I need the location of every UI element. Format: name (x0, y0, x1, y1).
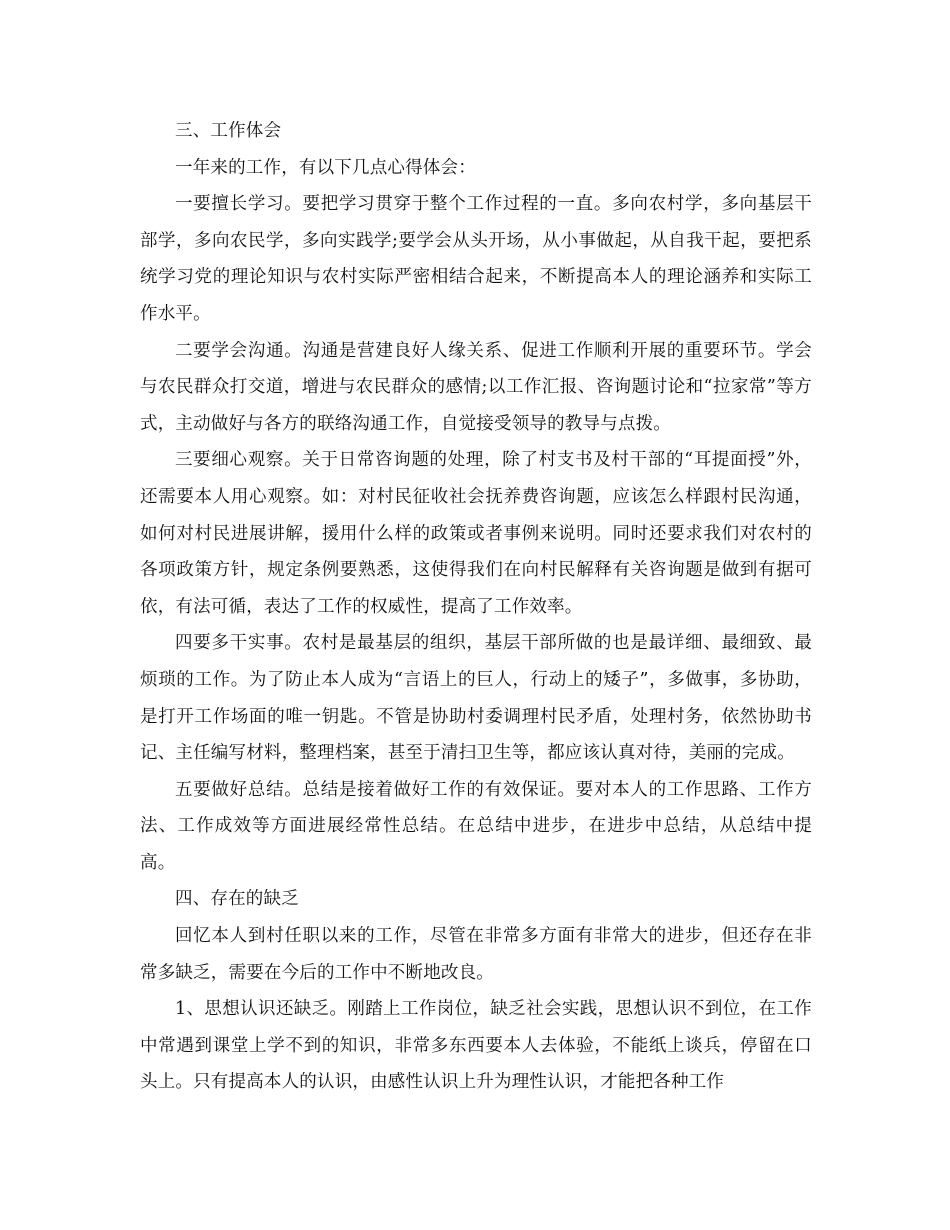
point-3-paragraph: 三要细心观察。关于日常咨询题的处理，除了村支书及村干部的“耳提面授”外，还需要本人用心观察。如：对村民征收社会抚养费咨询题，应该怎么样跟村民沟通，如何对村民进展讲解，援用什么样的政策或者事例来说明。同时还要求我们对农村的各项政策方针，规定条例要熟悉，这使得我们在向村民解释有关咨询题是做到有据可依，有法可循，表达了工作的权威性，提高了工作效率。 (140, 450, 812, 617)
point-1-paragraph: 一要擅长学习。要把学习贯穿于整个工作过程的一直。多向农村学，多向基层干部学，多向农民学，多向实践学;要学会从头开场，从小事做起，从自我干起，要把系统学习党的理论知识与农村实际严密相结合起来，不断提高本人的理论涵养和实际工作水平。 (140, 194, 812, 324)
point-5-paragraph: 五要做好总结。总结是接着做好工作的有效保证。要对本人的工作思路、工作方法、工作成效等方面进展经常性总结。在总结中进步，在进步中总结，从总结中提高。 (140, 779, 812, 873)
document-body (140, 113, 812, 1101)
section-3-heading: 三、工作体会 (175, 121, 282, 141)
point-2-paragraph: 二要学会沟通。沟通是营建良好人缘关系、促进工作顺利开展的重要环节。学会与农民群众打交道，增进与农民群众的感情;以工作汇报、咨询题讨论和“拉家常”等方式，主动做好与各方的联络沟通工作，自觉接受领导的教导与点拨。 (140, 340, 812, 434)
point-4-paragraph: 四要多干实事。农村是最基层的组织，基层干部所做的也是最详细、最细致、最烦琐的工作。为了防止本人成为“言语上的巨人，行动上的矮子”，多做事，多协助，是打开工作场面的唯一钥匙。不管是协助村委调理村民矛盾，处理村务，依然协助书记、主任编写材料，整理档案，甚至于清扫卫生等，都应该认真对待，美丽的完成。 (140, 633, 812, 764)
section-4-heading: 四、存在的缺乏 (175, 889, 299, 910)
shortcoming-1-paragraph: 1、思想认识还缺乏。刚踏上工作岗位，缺乏社会实践，思想认识不到位，在工作中常遇到课堂上学不到的知识，非常多东西要本人去体验，不能纸上谈兵，停留在口头上。只有提高本人的认识，由感性认识上升为理性认识，才能把各种工作 (140, 999, 812, 1093)
section-4-intro: 回忆本人到村任职以来的工作，尽管在非常多方面有非常大的进步，但还存在非常多缺乏，需要在今后的工作中不断地改良。 (140, 926, 812, 983)
section-3-intro: 一年来的工作，有以下几点心得体会： (175, 157, 476, 178)
